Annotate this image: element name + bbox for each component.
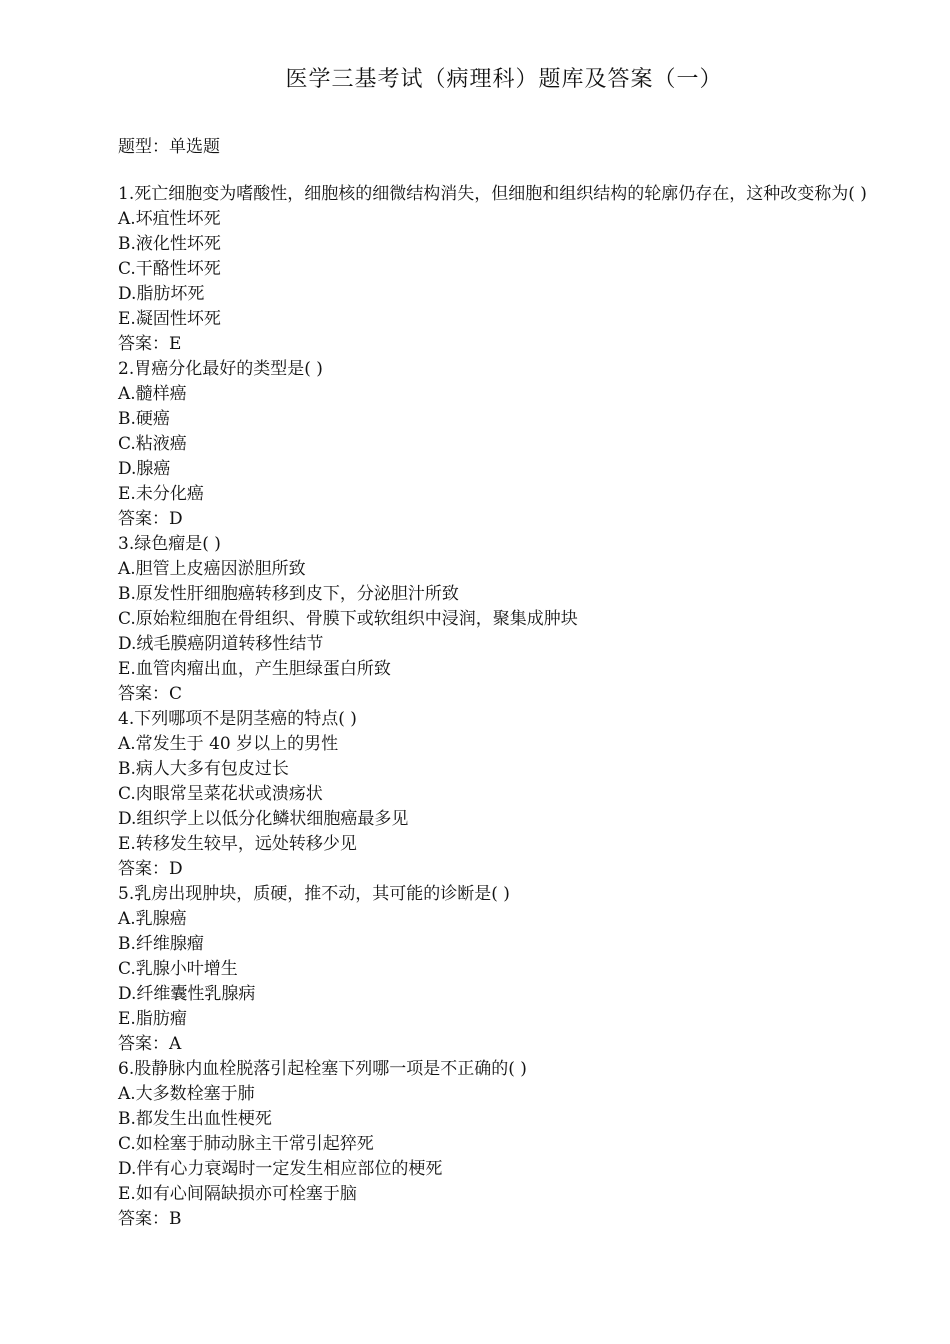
question-stem: 1.死亡细胞变为嗜酸性，细胞核的细微结构消失，但细胞和组织结构的轮廓仍存在，这种改变称为( ) <box>118 184 867 204</box>
answer: 答案：A <box>118 1034 182 1054</box>
question-stem: 6.股静脉内血栓脱落引起栓塞下列哪一项是不正确的( ) <box>118 1059 527 1079</box>
answer: 答案：C <box>118 684 183 704</box>
option-b: B.液化性坏死 <box>118 234 221 254</box>
option-b: B.原发性肝细胞癌转移到皮下，分泌胆汁所致 <box>118 584 459 604</box>
option-e: E.未分化癌 <box>118 484 204 504</box>
answer: 答案：B <box>118 1209 182 1229</box>
option-d: D.组织学上以低分化鳞状细胞癌最多见 <box>118 809 409 829</box>
answer: 答案：D <box>118 509 183 529</box>
option-a: A.大多数栓塞于肺 <box>118 1084 255 1104</box>
option-b: B.病人大多有包皮过长 <box>118 759 289 779</box>
option-a: A.乳腺癌 <box>118 909 187 929</box>
question-stem: 3.绿色瘤是( ) <box>118 534 221 554</box>
answer: 答案：D <box>118 859 183 879</box>
option-e: E.转移发生较早，远处转移少见 <box>118 834 357 854</box>
option-c: C.原始粒细胞在骨组织、骨膜下或软组织中浸润，聚集成肿块 <box>118 609 578 629</box>
option-e: E.脂肪瘤 <box>118 1009 187 1029</box>
option-d: D.脂肪坏死 <box>118 284 205 304</box>
option-b: B.纤维腺瘤 <box>118 934 204 954</box>
option-c: C.如栓塞于肺动脉主干常引起猝死 <box>118 1134 374 1154</box>
option-e: E.血管肉瘤出血，产生胆绿蛋白所致 <box>118 659 391 679</box>
option-d: D.腺癌 <box>118 459 171 479</box>
option-b: B.都发生出血性梗死 <box>118 1109 272 1129</box>
answer: 答案：E <box>118 334 182 354</box>
option-d: D.绒毛膜癌阴道转移性结节 <box>118 634 324 654</box>
option-c: C.肉眼常呈菜花状或溃疡状 <box>118 784 323 804</box>
question-stem: 2.胃癌分化最好的类型是( ) <box>118 359 323 379</box>
option-a: A.胆管上皮癌因淤胆所致 <box>118 559 306 579</box>
option-c: C.干酪性坏死 <box>118 259 221 279</box>
option-e: E.凝固性坏死 <box>118 309 221 329</box>
document-title: 医学三基考试（病理科）题库及答案（一） <box>285 67 723 92</box>
option-a: A.髓样癌 <box>118 384 187 404</box>
question-stem: 5.乳房出现肿块，质硬，推不动，其可能的诊断是( ) <box>118 884 510 904</box>
question-type-label: 题型：单选题 <box>118 137 220 157</box>
option-c: C.乳腺小叶增生 <box>118 959 238 979</box>
option-d: D.纤维囊性乳腺病 <box>118 984 256 1004</box>
option-b: B.硬癌 <box>118 409 170 429</box>
question-list <box>80 182 890 1232</box>
option-a: A.坏疽性坏死 <box>118 209 221 229</box>
option-d: D.伴有心力衰竭时一定发生相应部位的梗死 <box>118 1159 443 1179</box>
option-c: C.粘液癌 <box>118 434 187 454</box>
option-e: E.如有心间隔缺损亦可栓塞于脑 <box>118 1184 357 1204</box>
option-a: A.常发生于 40 岁以上的男性 <box>118 734 339 754</box>
question-stem: 4.下列哪项不是阴茎癌的特点( ) <box>118 709 357 729</box>
